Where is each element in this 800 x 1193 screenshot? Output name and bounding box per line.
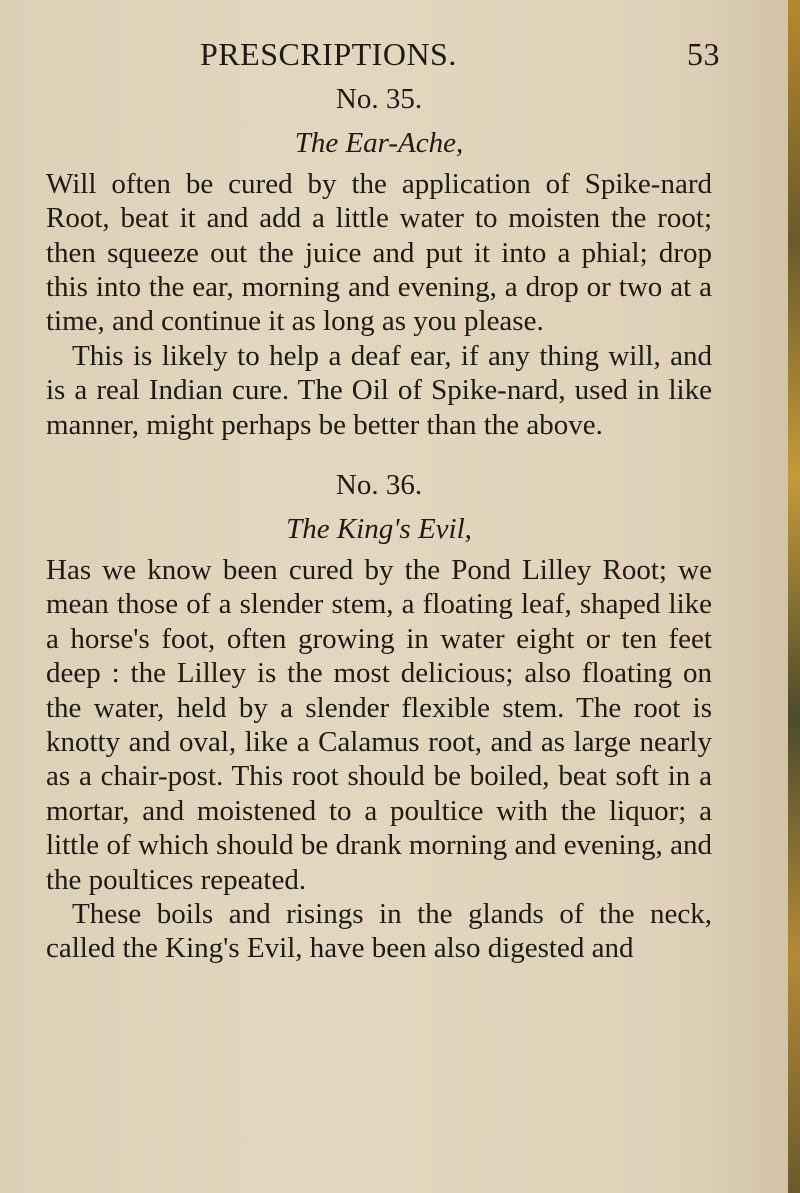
page-number: 53 xyxy=(687,36,720,72)
book-spine-edge xyxy=(788,0,800,1193)
paragraph: These boils and risings in the glands of the neck, called the King's Evil, have been also digested and xyxy=(46,897,712,965)
paragraph: Has we know been cured by the Pond Lilley Root; we mean those of a slender stem, a floating leaf, shaped like a horse's foot, often growing in water eight or ten feet deep : the Lilley is the most delicious; also floating on the water, held by a slender flexible stem. The root is knotty and oval, like a Calamus root, and as large nearly as a chair-post. This root should be boiled, beat soft in a mortar, and moistened to a poultice with the liquor; a little of which should be drank morning and evening, and the poultices repeated. xyxy=(46,553,712,896)
paragraph: This is likely to help a deaf ear, if any thing will, and is a real Indian cure. The Oil of Spike-nard, used in like manner, might perhaps be better than the above. xyxy=(46,339,712,441)
section-title: The Ear-Ache, xyxy=(294,127,464,160)
section-35 xyxy=(46,82,712,442)
page-body xyxy=(46,82,712,966)
section-number: No. 35. xyxy=(335,83,423,115)
section-body xyxy=(46,167,712,442)
section-number: No. 36. xyxy=(335,469,423,502)
section-36 xyxy=(46,468,712,966)
page-header xyxy=(200,36,720,80)
section-title: The King's Evil, xyxy=(286,513,472,546)
paragraph: Will often be cured by the application of Spike-nard Root, beat it and add a little water to moisten the root; then squeeze out the juice and put it into a phial; drop this into the ear, morning and evening, a drop or two at a time, and continue it as long as you please. xyxy=(46,167,712,338)
section-body xyxy=(46,553,712,966)
running-head: PRESCRIPTIONS. xyxy=(200,36,457,72)
